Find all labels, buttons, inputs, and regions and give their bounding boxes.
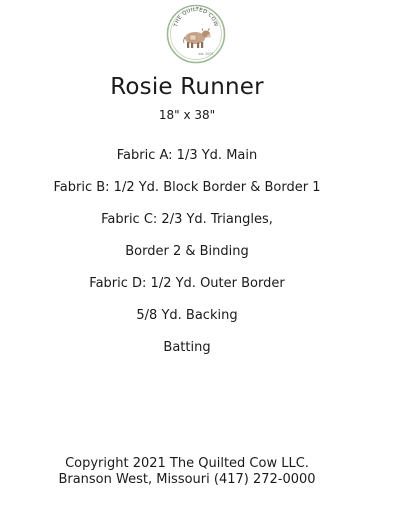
requirement-fabric-b: Fabric B: 1/2 Yd. Block Border & Border 1 bbox=[53, 180, 321, 195]
requirement-fabric-d: Fabric D: 1/2 Yd. Outer Border bbox=[89, 276, 285, 291]
requirement-batting: Batting bbox=[163, 340, 211, 355]
requirement-fabric-c: Fabric C: 2/3 Yd. Triangles, bbox=[101, 212, 273, 227]
requirement-backing: 5/8 Yd. Backing bbox=[136, 308, 238, 323]
footer-address: Branson West, Missouri (417) 272-0000 bbox=[58, 472, 316, 487]
pattern-size: 18" x 38" bbox=[158, 108, 216, 122]
pattern-title: Rosie Runner bbox=[110, 74, 264, 100]
requirement-fabric-a: Fabric A: 1/3 Yd. Main bbox=[116, 148, 258, 163]
requirement-fabric-c-continued: Border 2 & Binding bbox=[125, 244, 249, 259]
quilted-cow-logo bbox=[166, 4, 226, 64]
logo-est-text: est. 2007 bbox=[198, 52, 214, 56]
logo-brand-text: THE QUILTED COW bbox=[173, 6, 219, 28]
footer-copyright: Copyright 2021 The Quilted Cow LLC. bbox=[65, 456, 309, 471]
